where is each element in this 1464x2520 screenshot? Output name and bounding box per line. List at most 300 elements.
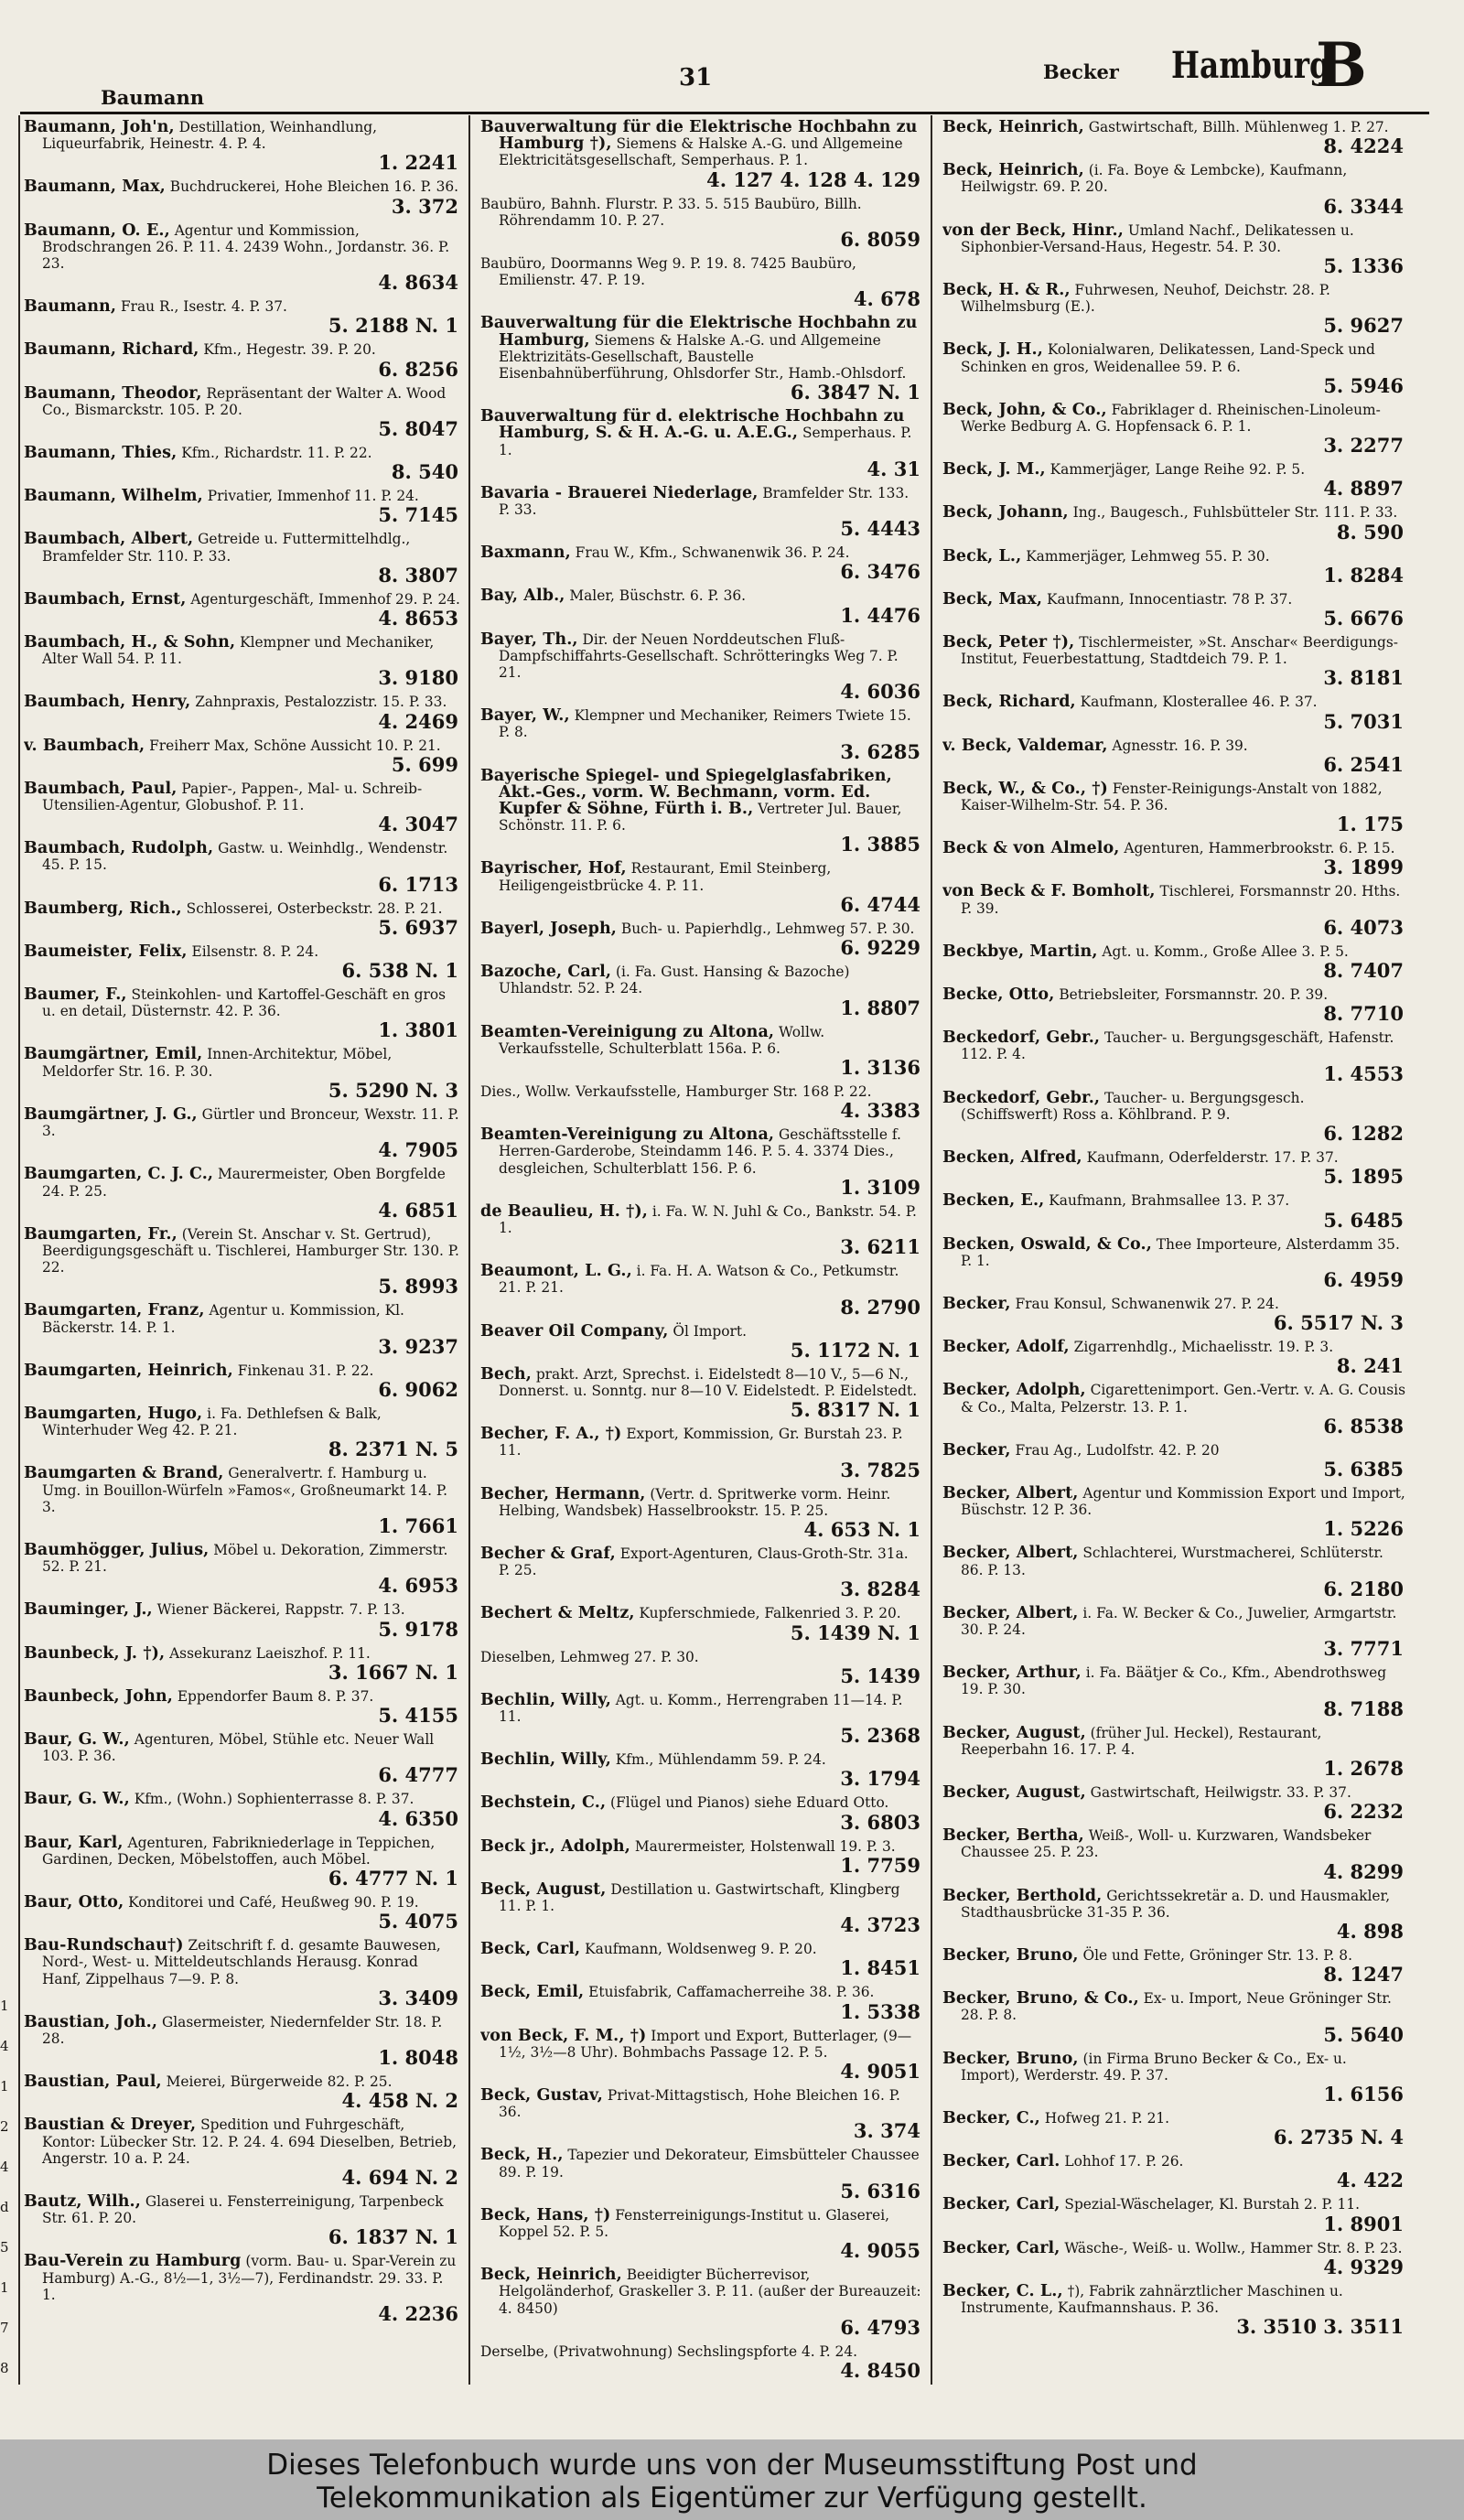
entry-name: Baur, Otto,: [24, 1892, 124, 1912]
entry-phone-number: 3. 6803: [840, 1810, 920, 1834]
entry-phone-number: 8. 4224: [1323, 135, 1404, 158]
entry-details: Taucher- u. Bergungsgesch. (Schiffswerft) Ross a. Köhlbrand. P. 9.: [961, 1089, 1305, 1123]
entry-name: Bechlin, Willy,: [480, 1690, 611, 1709]
entry-phone-number: 6. 4959: [1323, 1267, 1404, 1291]
entry-details: Kfm., Richardstr. 11. P. 22.: [181, 445, 372, 462]
entry-name: Bauminger, J.,: [24, 1600, 153, 1620]
entry-details: Agenturen, Möbel, Stühle etc. Neuer Wall 103. P. 36.: [42, 1730, 435, 1765]
entry-details: (i. Fa. Gust. Hansing & Bazoche) Uhlandstr. 52. P. 24.: [499, 964, 850, 997]
entry-phone-number: 6. 4777: [378, 1763, 458, 1787]
entry-phone-number: 3. 1667 N. 1: [328, 1660, 458, 1684]
entry-phone-number: 1. 3801: [378, 1018, 458, 1042]
entry-phone-number: 5. 1336: [1323, 254, 1404, 278]
entry-details: Eilsenstr. 8. P. 24.: [191, 942, 319, 960]
entry-phone-number: 5. 6485: [1323, 1208, 1404, 1232]
directory-entry: [942, 1442, 1405, 1481]
directory-entry: [24, 943, 460, 982]
entry-phone-number: 5. 4075: [378, 1910, 458, 1933]
entry-details: Ex- u. Import, Neue Gröninger Str. 28. P. 8.: [961, 1990, 1392, 2024]
entry-phone-number: 4. 3723: [840, 1913, 920, 1937]
entry-details: Bramfelder Str. 133. P. 33.: [499, 484, 910, 519]
column-divider: [18, 115, 20, 2385]
directory-entry: [942, 504, 1405, 543]
entry-name: Becker, Berthold,: [942, 1886, 1103, 1905]
entry-phone-number: 4. 6036: [840, 680, 920, 704]
directory-entry: [480, 1692, 922, 1747]
directory-entry: [480, 408, 922, 480]
entry-name: Becker, Albert,: [942, 1544, 1079, 1563]
entry-phone-number: 8. 2790: [840, 1295, 920, 1319]
entry-phone-number: 1. 6156: [1323, 2082, 1404, 2105]
entry-phone-number: 6. 4073: [1323, 915, 1404, 939]
entry-name: Becken, Alfred,: [942, 1148, 1082, 1168]
entry-name: Baumann, Thies,: [24, 444, 178, 463]
entry-name: Beck, Heinrich,: [942, 119, 1084, 136]
directory-entry: [480, 1984, 922, 2022]
entry-details: Kfm., Hegestr. 39. P. 20.: [203, 341, 376, 359]
page-header: [92, 29, 1427, 109]
entry-details: Kaufmann, Brahmsallee 13. P. 37.: [1049, 1192, 1290, 1210]
entry-phone-number: 4. 458 N. 2: [341, 2089, 458, 2113]
directory-column-1: [24, 119, 460, 2379]
entry-phone-number: 4. 6851: [378, 1198, 458, 1222]
directory-entry: [24, 1542, 460, 1597]
entry-details: Assekuranz Laeiszhof. P. 11.: [169, 1644, 371, 1662]
directory-entry: [480, 2087, 922, 2142]
entry-phone-number: 6. 3847 N. 1: [790, 381, 920, 404]
entry-details: (früher Jul. Heckel), Restaurant, Reeperbahn 16. 17. P. 4.: [961, 1724, 1322, 1758]
entry-details: Agentur u. Kommission, Kl. Bäckerstr. 14. P. 1.: [42, 1302, 404, 1336]
entry-details: Export, Kommission, Gr. Burstah 23. P. 11.: [499, 1426, 903, 1459]
entry-phone-number: 3. 7771: [1323, 1637, 1404, 1661]
entry-details: Kupferschmiede, Falkenried 3. P. 20.: [639, 1605, 901, 1622]
directory-entry: [480, 631, 922, 704]
directory-entry: [942, 1236, 1405, 1291]
entry-phone-number: 4. 3047: [378, 813, 458, 836]
entry-phone-number: 4. 7905: [378, 1138, 458, 1162]
entry-name: Bazoche, Carl,: [480, 963, 612, 982]
entry-name: Baumgarten, Hugo,: [24, 1404, 203, 1423]
entry-phone-number: 5. 4155: [378, 1703, 458, 1727]
entry-name: Bayer, Th.,: [480, 630, 578, 649]
entry-name: Becken, E.,: [942, 1191, 1045, 1211]
entry-name: Bayrischer, Hof,: [480, 859, 627, 878]
directory-entry: [24, 1302, 460, 1357]
entry-name: Beck, August,: [480, 1879, 607, 1899]
entry-details: Agenturen, Hammerbrookstr. 6. P. 15.: [1124, 840, 1395, 857]
directory-entry: [480, 860, 922, 915]
entry-details: Derselbe, (Privatwohnung) Sechslingspforte 4. P. 24.: [480, 2342, 858, 2360]
directory-entry: [24, 1791, 460, 1829]
entry-phone-number: 6. 4744: [840, 892, 920, 916]
directory-entry: [942, 591, 1405, 630]
entry-name: Baumann, O. E.,: [24, 221, 170, 240]
entry-details: Thee Importeure, Alsterdamm 35. P. 1.: [961, 1235, 1400, 1269]
entry-phone-number: 8. 590: [1336, 520, 1404, 544]
entry-phone-number: 6. 3476: [840, 560, 920, 584]
entry-details: Kaufmann, Woldsenweg 9. P. 20.: [585, 1941, 817, 1958]
entry-name: Baumgarten & Brand,: [24, 1464, 224, 1483]
entry-details: Eppendorfer Baum 8. P. 37.: [177, 1687, 374, 1705]
directory-entry: [24, 900, 460, 939]
entry-name: von Beck, F. M., †): [480, 2026, 647, 2045]
directory-entry: [480, 768, 922, 856]
entry-details: Spezial-Wäschelager, Kl. Burstah 2. P. 11.: [1064, 2196, 1361, 2213]
directory-entry: [24, 2073, 460, 2112]
entry-details: Repräsentant der Walter A. Wood Co., Bismarckstr. 105. P. 20.: [42, 384, 447, 418]
entry-phone-number: 5. 2188 N. 1: [328, 314, 458, 338]
entry-details: Öle und Fette, Gröninger Str. 13. P. 8.: [1082, 1946, 1352, 1964]
entry-details: Umland Nachf., Delikatessen u. Siphonbier-Versand-Haus, Hegestr. 54. P. 30.: [961, 221, 1354, 255]
directory-entry: [480, 1794, 922, 1833]
entry-name: Beck, Emil,: [480, 1983, 585, 2002]
entry-name: Bayerl, Joseph,: [480, 919, 617, 938]
entry-details: Maurermeister, Holstenwall 19. P. 3.: [634, 1837, 896, 1855]
entry-phone-number: 6. 2232: [1323, 1800, 1404, 1824]
entry-phone-number: 8. 7188: [1323, 1696, 1404, 1720]
entry-details: Gürtler und Bronceur, Wexstr. 11. P. 3.: [42, 1105, 459, 1140]
entry-details: Schlosserei, Osterbeckstr. 28. P. 21.: [186, 899, 443, 917]
entry-phone-number: 5. 2368: [840, 1724, 920, 1748]
entry-details: i. Fa. W. N. Juhl & Co., Bankstr. 54. P. 1.: [499, 1202, 917, 1236]
entry-name: Bechert & Meltz,: [480, 1604, 635, 1623]
entry-name: Baumbach, Rudolph,: [24, 839, 214, 858]
directory-entry: [24, 385, 460, 440]
section-letter: B: [1316, 29, 1367, 101]
directory-entry: [942, 1664, 1405, 1719]
directory-entry: [480, 1545, 922, 1600]
directory-entry: [942, 1339, 1405, 1377]
entry-phone-number: 4. 8653: [378, 607, 458, 630]
entry-details: Taucher- u. Bergungsgeschäft, Hafenstr. 112. P. 4.: [961, 1029, 1394, 1063]
directory-entry: [24, 1362, 460, 1401]
edge-fragment: 2: [0, 2118, 9, 2135]
entry-name: Becker, Carl.: [942, 2152, 1060, 2171]
entry-details: Wiener Bäckerei, Rappstr. 7. P. 13.: [156, 1601, 405, 1619]
entry-name: Baustian, Paul,: [24, 2073, 162, 2092]
entry-details: (Flügel und Pianos) siehe Eduard Otto.: [610, 1794, 889, 1812]
entry-phone-number: 3. 9180: [378, 666, 458, 690]
entry-details: Tapezier und Dekorateur, Eimsbütteler Chaussee 89. P. 19.: [499, 2147, 920, 2181]
directory-entry: [480, 2267, 922, 2339]
entry-details: Agnesstr. 16. P. 39.: [1112, 737, 1248, 754]
directory-entry: [480, 1366, 922, 1421]
entry-name: Becker, August,: [942, 1782, 1086, 1802]
directory-entry: [480, 255, 922, 310]
entry-details: Glaserei u. Fensterreinigung, Tarpenbeck Str. 61. P. 20.: [42, 2193, 444, 2227]
entry-name: Baumgarten, Fr.,: [24, 1224, 178, 1244]
entry-details: Hofweg 21. P. 21.: [1044, 2109, 1170, 2127]
edge-fragment: 4: [0, 2159, 9, 2175]
directory-entry: [480, 2207, 922, 2262]
entry-details: Lohhof 17. P. 26.: [1064, 2153, 1184, 2170]
entry-name: Baumann,: [24, 297, 117, 317]
entry-phone-number: 1. 7759: [840, 1853, 920, 1877]
entry-name: Beck jr., Adolph,: [480, 1836, 630, 1856]
entry-phone-number: 1. 7661: [378, 1513, 458, 1537]
directory-entry: [480, 1941, 922, 1979]
entry-name: Becker,: [942, 1440, 1011, 1459]
entry-phone-number: 5. 6385: [1323, 1457, 1404, 1481]
entry-phone-number: 1. 8807: [840, 996, 920, 1019]
entry-details: Weiß-, Woll- u. Kurzwaren, Wandsbeker Chaussee 25. P. 23.: [961, 1827, 1372, 1861]
directory-entry: [24, 1405, 460, 1460]
entry-details: Tischlerei, Forsmannstr 20. Hths. P. 39.: [961, 883, 1401, 917]
entry-phone-number: 5. 8993: [378, 1275, 458, 1298]
footer-notice: [0, 2439, 1464, 2520]
entry-phone-number: 1. 2678: [1323, 1756, 1404, 1780]
directory-entry: [942, 1192, 1405, 1231]
directory-entry: [480, 485, 922, 540]
directory-column-3: [942, 119, 1405, 2379]
entry-name: Beck, Max,: [942, 589, 1043, 608]
directory-entry: [942, 2196, 1405, 2235]
edge-fragment: 5: [0, 2239, 9, 2256]
entry-name: Becker, Bruno,: [942, 2049, 1079, 2068]
directory-entry: [942, 2283, 1405, 2338]
directory-entry: [942, 341, 1405, 396]
entry-details: Zahnpraxis, Pestalozzistr. 15. P. 33.: [195, 694, 447, 711]
directory-entry: [24, 2193, 460, 2248]
entry-name: Bechlin, Willy,: [480, 1750, 611, 1770]
edge-fragment: 8: [0, 2360, 9, 2376]
entry-phone-number: 4. 8634: [378, 271, 458, 295]
directory-entry: [480, 1881, 922, 1936]
entry-details: Baubüro, Doormanns Weg 9. P. 19. 8. 7425 Baubüro, Emilienstr. 47. P. 19.: [480, 255, 856, 289]
entry-name: Baunbeck, John,: [24, 1686, 173, 1706]
entry-name: Baustian & Dreyer,: [24, 2116, 197, 2135]
directory-entry: [942, 162, 1405, 217]
directory-entry: [942, 738, 1405, 776]
entry-details: Etuisfabrik, Caffamacherreihe 38. P. 36.: [588, 1984, 875, 2001]
entry-name: Becker, Adolf,: [942, 1338, 1070, 1357]
entry-phone-number: 4. 9329: [1323, 2255, 1404, 2278]
entry-details: Agenturgeschäft, Immenhof 29. P. 24.: [190, 590, 460, 608]
entry-details: Kaufmann, Klosterallee 46. P. 37.: [1080, 694, 1318, 711]
entry-phone-number: 4. 9055: [840, 2239, 920, 2263]
entry-details: Wollw. Verkaufsstelle, Schulterblatt 156a. P. 6.: [499, 1023, 825, 1057]
entry-details: Kfm., (Wohn.) Sophienterrasse 8. P. 37.: [134, 1791, 414, 1808]
directory-entry: [480, 1838, 922, 1877]
entry-details: Fabriklager d. Rheinischen-Linoleum-Werke Bedburg A. G. Hopfensack 6. P. 1.: [961, 401, 1381, 436]
entry-name: Baumann, Wilhelm,: [24, 487, 203, 506]
directory-entry: [942, 1784, 1405, 1823]
entry-phone-number: 4. 3383: [840, 1099, 920, 1123]
entry-name: Baumgarten, C. J. C.,: [24, 1165, 214, 1184]
entry-name: Beck, H. & R.,: [942, 281, 1071, 300]
entry-name: Becker, Bruno, & Co.,: [942, 1989, 1139, 2008]
entry-details: Papier-, Pappen-, Mal- u. Schreib-Utensilien-Agentur, Globushof. P. 11.: [42, 780, 423, 814]
entry-details: Zeitschrift f. d. gesamte Bauwesen, Nord-, West- u. Mitteldeutschlands Herausg. Konrad Hanf, Zippelhaus 7—9. P. 8.: [42, 1937, 441, 1987]
entry-name: Baumberg, Rich.,: [24, 899, 182, 918]
entry-name: Beckedorf, Gebr.,: [942, 1088, 1101, 1107]
entry-name: Bauverwaltung für d. elektrische Hochbahn zu Hamburg, S. & H. A.-G. u. A.E.G.,: [480, 407, 905, 443]
entry-details: Steinkohlen- und Kartoffel-Geschäft en gros u. en detail, Düsternstr. 42. P. 36.: [42, 986, 446, 1020]
directory-entry: [480, 315, 922, 404]
entry-name: Becker, C.,: [942, 2108, 1040, 2127]
directory-entry: [24, 178, 460, 217]
directory-entry: [942, 986, 1405, 1025]
directory-entry: [480, 1083, 922, 1122]
footer-line-2: Telekommunikation als Eigentümer zur Verfügung gestellt.: [317, 2482, 1147, 2515]
directory-entry: [24, 1835, 460, 1890]
entry-details: Fenster-Reinigungs-Anstalt von 1882, Kaiser-Wilhelm-Str. 54. P. 36.: [961, 780, 1383, 814]
directory-entry: [24, 1106, 460, 1161]
entry-name: Beckbye, Martin,: [942, 942, 1098, 961]
entry-details: Frau R., Isestr. 4. P. 37.: [120, 298, 287, 316]
entry-phone-number: 4. 127 4. 128 4. 129: [706, 167, 920, 191]
entry-phone-number: 4. 8299: [1323, 1859, 1404, 1883]
entry-name: Bau-Rundschau†): [24, 1936, 184, 1955]
entry-details: Finkenau 31. P. 22.: [237, 1362, 374, 1379]
directory-entry: [480, 2343, 922, 2379]
entry-details: Dieselben, Lehmweg 27. P. 30.: [480, 1648, 699, 1665]
directory-entry: [24, 634, 460, 689]
entry-phone-number: 4. 6953: [378, 1574, 458, 1598]
entry-name: Bech,: [480, 1364, 532, 1384]
edge-fragment: 1: [0, 2279, 9, 2296]
entry-details: Agentur und Kommission Export und Import, Büschstr. 12 P. 36.: [961, 1484, 1405, 1519]
entry-name: Beck, Heinrich,: [480, 2266, 622, 2285]
page-number: 31: [679, 64, 713, 92]
entry-name: Bechstein, C.,: [480, 1793, 607, 1813]
entry-details: Meierei, Bürgerweide 82. P. 25.: [166, 2073, 393, 2091]
entry-phone-number: 1. 4476: [840, 603, 920, 627]
entry-details: Tischlermeister, »St. Anschar« Beerdigungs-Institut, Feuerbestattung, Stadtdeich 79. P. 1.: [961, 634, 1398, 668]
entry-phone-number: 6. 2735 N. 4: [1273, 2126, 1404, 2149]
entry-name: Baumann, Richard,: [24, 340, 199, 360]
directory-entry: [480, 2147, 922, 2202]
entry-details: Freiherr Max, Schöne Aussicht 10. P. 21.: [149, 737, 441, 754]
entry-phone-number: 5. 6316: [840, 2179, 920, 2202]
entry-name: Becker, August,: [942, 1723, 1086, 1742]
entry-name: Baumann, Max,: [24, 178, 166, 197]
entry-phone-number: 1. 8284: [1323, 563, 1404, 587]
directory-entry: [942, 282, 1405, 337]
entry-phone-number: 6. 9062: [378, 1377, 458, 1401]
directory-entry: [24, 781, 460, 835]
directory-entry: [480, 119, 922, 191]
entry-details: Geschäftsstelle f. Herren-Garderobe, Steindamm 146. P. 5. 4. 3374 Dies., desgleichen, Schulterblatt 156. P. 6.: [499, 1126, 901, 1177]
entry-details: Fuhrwesen, Neuhof, Deichstr. 28. P. Wilhelmsburg (E.).: [961, 282, 1330, 316]
entry-name: v. Baumbach,: [24, 736, 145, 755]
entry-details: Getreide u. Futtermittelhdlg., Bramfelder Str. 110. P. 33.: [42, 531, 411, 565]
entry-phone-number: 3. 8181: [1323, 666, 1404, 690]
entry-details: i. Fa. Bäätjer & Co., Kfm., Abendrothsweg 19. P. 30.: [961, 1664, 1387, 1698]
directory-entry: [480, 1024, 922, 1079]
entry-phone-number: 3. 6211: [840, 1235, 920, 1259]
directory-entry: [480, 587, 922, 626]
entry-details: Baubüro, Bahnh. Flurstr. P. 33. 5. 515 Baubüro, Billh. Röhrendamm 10. P. 27.: [480, 195, 862, 229]
directory-entry: [480, 1323, 922, 1362]
directory-entry: [942, 943, 1405, 982]
directory-entry: [24, 341, 460, 380]
entry-phone-number: 3. 372: [391, 194, 458, 218]
entry-name: Beamten-Vereinigung zu Altona,: [480, 1125, 775, 1145]
left-edge-fragments: [0, 1986, 16, 2388]
directory-entry: [942, 1296, 1405, 1334]
entry-phone-number: 3. 9237: [378, 1334, 458, 1358]
entry-name: Beck, H.,: [480, 2146, 564, 2165]
entry-name: Baur, Karl,: [24, 1833, 124, 1852]
entry-phone-number: 5. 7031: [1323, 709, 1404, 733]
entry-name: Baustian, Joh.,: [24, 2012, 158, 2031]
entry-details: Betriebsleiter, Forsmannstr. 20. P. 39.: [1059, 986, 1329, 1004]
entry-name: Baur, G. W.,: [24, 1729, 130, 1749]
entry-details: Agt. u. Komm., Große Allee 3. P. 5.: [1102, 942, 1349, 960]
directory-entry: [24, 840, 460, 895]
entry-phone-number: 5. 9627: [1323, 314, 1404, 338]
entry-phone-number: 4. 2236: [378, 2302, 458, 2326]
entry-name: Beaver Oil Company,: [480, 1321, 669, 1341]
entry-phone-number: 1. 8048: [378, 2046, 458, 2070]
entry-name: Becher & Graf,: [480, 1544, 616, 1563]
entry-details: Dir. der Neuen Norddeutschen Fluß-Dampfschiffahrts-Gesellschaft. Schrötteringks Weg 7. P. 21.: [499, 630, 899, 682]
entry-phone-number: 4. 8897: [1323, 477, 1404, 501]
directory-entry: [942, 1827, 1405, 1882]
entry-phone-number: 5. 8317 N. 1: [790, 1398, 920, 1422]
entry-phone-number: 3. 3409: [378, 1986, 458, 2009]
entry-details: Dies., Wollw. Verkaufsstelle, Hamburger Str. 168 P. 22.: [480, 1082, 872, 1100]
entry-name: Baumeister, Felix,: [24, 942, 188, 961]
entry-phone-number: 1. 3136: [840, 1055, 920, 1079]
entry-name: Bayer, W.,: [480, 706, 570, 726]
entry-details: prakt. Arzt, Sprechst. i. Eidelstedt 8—10 V., 5—6 N., Donnerst. u. Sonntg. nur 8—10 V. Eidelstedt. P. Eidelstedt.: [499, 1365, 918, 1399]
edge-fragment: d: [0, 2199, 9, 2215]
entry-name: Beck, W., & Co., †): [942, 779, 1108, 798]
entry-details: Maler, Büschstr. 6. P. 36.: [569, 587, 747, 605]
directory-entry: [24, 1046, 460, 1101]
entry-name: Baumgärtner, J. G.,: [24, 1104, 198, 1124]
directory-entry: [942, 2110, 1405, 2148]
entry-name: Baxmann,: [480, 544, 571, 563]
entry-phone-number: 3. 3510 3. 3511: [1236, 2315, 1404, 2339]
directory-entry: [24, 986, 460, 1041]
entry-phone-number: 3. 1899: [1323, 856, 1404, 879]
entry-name: Baumer, F.,: [24, 985, 127, 1005]
directory-entry: [24, 119, 460, 174]
directory-entry: [942, 1149, 1405, 1188]
directory-entry: [24, 488, 460, 526]
entry-details: Semperhaus. P. 1.: [499, 425, 912, 458]
entry-name: Becker, Adolph,: [942, 1381, 1086, 1400]
entry-phone-number: 8. 7407: [1323, 959, 1404, 983]
entry-name: Beck, Gustav,: [480, 2086, 603, 2105]
directory-entry: [942, 1090, 1405, 1145]
entry-details: i. Fa. Dethlefsen & Balk, Winterhuder Weg 42. P. 21.: [42, 1405, 382, 1439]
entry-phone-number: 4. 6350: [378, 1806, 458, 1830]
directory-entry: [480, 196, 922, 251]
entry-phone-number: 1. 5338: [840, 1999, 920, 2023]
directory-entry: [942, 1990, 1405, 2045]
entry-details: Vertreter Jul. Bauer, Schönstr. 11. P. 6.: [499, 801, 902, 835]
entry-details: Cigarettenimport. Gen.-Vertr. v. A. G. Cousis & Co., Malta, Pelzerstr. 13. P. 1.: [961, 1382, 1405, 1416]
entry-phone-number: 6. 1713: [378, 872, 458, 896]
directory-entry: [942, 634, 1405, 689]
entry-phone-number: 4. 31: [867, 457, 920, 480]
entry-phone-number: 5. 5946: [1323, 373, 1404, 397]
edge-fragment: 7: [0, 2320, 9, 2336]
entry-phone-number: 6. 9229: [840, 936, 920, 960]
entry-name: Becher, Hermann,: [480, 1484, 646, 1503]
entry-details: Wäsche-, Weiß- u. Wollw., Hammer Str. 8. P. 23.: [1064, 2239, 1403, 2256]
city-title: Hamburg: [1171, 44, 1330, 87]
entry-name: Baumgarten, Franz,: [24, 1301, 205, 1320]
entry-details: Möbel u. Dekoration, Zimmerstr. 52. P. 21.: [42, 1541, 448, 1576]
directory-entry: [942, 119, 1405, 157]
entry-name: Baumann, Theodor,: [24, 383, 202, 403]
entry-name: Baunbeck, J. †),: [24, 1643, 166, 1663]
